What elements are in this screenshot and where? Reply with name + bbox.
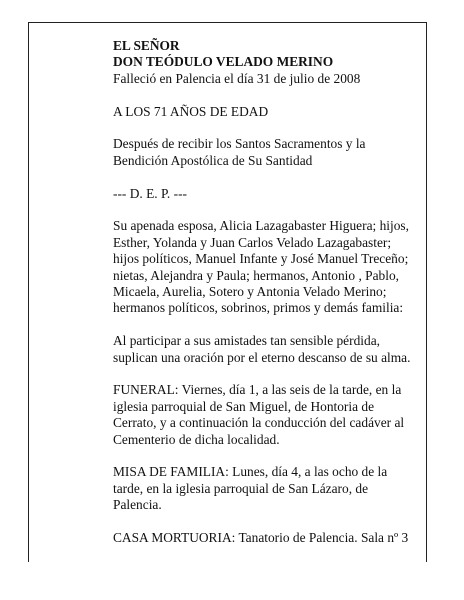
family-mass-line: MISA DE FAMILIA: Lunes, día 4, a las ocho de la: [113, 464, 388, 480]
title-line-2: DON TEÓDULO VELADO MERINO: [113, 54, 334, 70]
family-line: hermanos políticos, sobrinos, primos y demás familia:: [113, 300, 404, 316]
family-line: nietas, Alejandra y Paula; hermanos, Antonio , Pablo,: [113, 267, 399, 283]
sacraments-line-1: Después de recibir los Santos Sacramentos y la: [113, 136, 366, 152]
family-mass-paragraph: [113, 464, 425, 513]
rip-line: --- D. E. P. ---: [113, 185, 188, 201]
age-line: A LOS 71 AÑOS DE EDAD: [113, 103, 269, 119]
mortuary-line: CASA MORTUORIA: Tanatorio de Palencia. Sala nº 3: [113, 530, 409, 546]
family-line: hijos políticos, Manuel Infante y José Manuel Treceño;: [113, 251, 409, 267]
family-line: Micaela, Aurelia, Sotero y Antonia Velado Merino;: [113, 284, 387, 300]
family-line: Esther, Yolanda y Juan Carlos Velado Lazagabaster;: [113, 234, 392, 250]
sacraments-line-2: Bendición Apostólica de Su Santidad: [113, 152, 313, 168]
death-line: Falleció en Palencia el día 31 de julio de 2008: [113, 70, 361, 86]
prayer-line: Al participar a sus amistades tan sensible pérdida,: [113, 333, 380, 349]
funeral-line: Cerrato, y a continuación la conducción del cadáver al: [113, 415, 405, 431]
funeral-line: FUNERAL: Viernes, día 1, a las seis de la tarde, en la: [113, 382, 402, 398]
prayer-paragraph: [113, 333, 425, 366]
funeral-paragraph: [113, 382, 425, 448]
prayer-line: suplican una oración por el eterno descanso de su alma.: [113, 349, 411, 365]
funeral-line: iglesia parroquial de San Miguel, de Hontoria de: [113, 398, 375, 414]
funeral-line: Cementerio de dicha localidad.: [113, 431, 280, 447]
family-mass-line: Palencia.: [113, 497, 162, 513]
family-mass-line: tarde, en la iglesia parroquial de San Lázaro, de: [113, 480, 369, 496]
obituary-notice: [113, 38, 425, 546]
title-line-1: EL SEÑOR: [113, 38, 180, 53]
family-line: Su apenada esposa, Alicia Lazagabaster Higuera; hijos,: [113, 218, 409, 234]
family-paragraph: [113, 218, 425, 316]
